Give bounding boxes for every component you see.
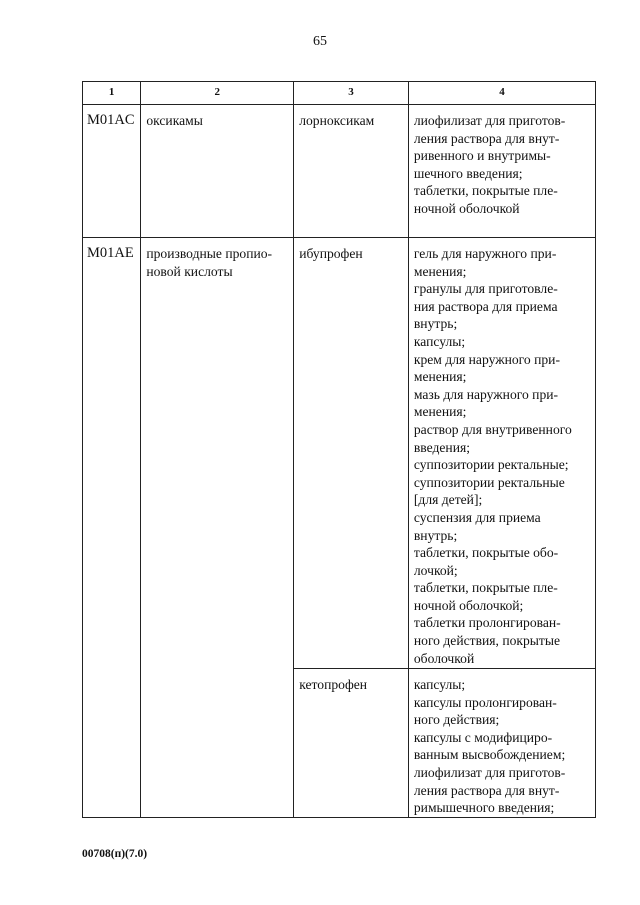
text-line: мазь для наружного при-: [413, 386, 559, 402]
text-line: новой кислоты: [146, 263, 233, 279]
text-line: менения;: [413, 369, 467, 385]
text-line: производные пропио-: [146, 246, 273, 261]
text-line: крем для наружного при-: [413, 351, 560, 367]
text-line: ванным высвобождением;: [413, 747, 566, 763]
column-header: 4: [408, 82, 595, 105]
text-line: менения;: [413, 404, 467, 420]
text-line: суппозитории ректальные: [413, 474, 565, 490]
atc-drug-table: [82, 81, 596, 818]
drug-name-cell: [294, 105, 409, 238]
table-row: [83, 105, 596, 238]
text-line: лиофилизат для приготов-: [413, 764, 566, 780]
text-line: таблетки, покрытые пле-: [413, 580, 558, 596]
text-line: ления раствора для внут-: [413, 782, 560, 798]
text-line: [для детей];: [413, 492, 483, 508]
text-line: ного действия;: [413, 712, 500, 728]
text-line: римышечного введения;: [413, 800, 555, 816]
text-line: капсулы;: [413, 333, 466, 349]
drug-name: кетопрофен: [299, 677, 368, 692]
text-line: оболочкой: [413, 650, 475, 666]
text-line: суспензия для приема: [413, 509, 541, 525]
column-header: 2: [141, 82, 294, 105]
text-line: введения;: [413, 439, 471, 455]
drug-name: ибупрофен: [299, 246, 363, 261]
page-number: 65: [313, 34, 327, 49]
text-line: шечного введения;: [413, 165, 523, 181]
text-line: капсулы пролонгирован-: [413, 694, 557, 710]
column-header: 1: [83, 82, 141, 105]
text-line: ривенного и внутримы-: [413, 148, 551, 164]
atc-code-cell: [83, 238, 141, 818]
drug-name-cell: [294, 669, 409, 818]
table-header-row: [83, 82, 596, 105]
drug-name: лорноксикам: [299, 113, 375, 128]
dosage-forms: [409, 669, 595, 817]
text-line: оксикамы: [146, 113, 203, 128]
atc-code-cell: [83, 105, 141, 238]
dosage-forms: [409, 105, 595, 218]
text-line: таблетки, покрытые пле-: [413, 183, 558, 199]
text-line: лочкой;: [413, 562, 458, 578]
text-line: таблетки пролонгирован-: [413, 615, 561, 631]
group-name-cell: [141, 105, 294, 238]
dosage-forms: [409, 238, 595, 667]
text-line: ночной оболочкой;: [413, 597, 524, 613]
text-line: ного действия, покрытые: [413, 633, 561, 649]
table-row: [83, 238, 596, 669]
dosage-forms-cell: [408, 238, 595, 669]
document-code-footer: 00708(п)(7.0): [82, 848, 148, 860]
group-name-cell: [141, 238, 294, 818]
drug-name-cell: [294, 238, 409, 669]
text-line: гель для наружного при-: [413, 246, 557, 261]
text-line: капсулы;: [413, 677, 466, 692]
dosage-forms-cell: [408, 669, 595, 818]
atc-code: M01AE: [87, 245, 134, 261]
dosage-forms-cell: [408, 105, 595, 238]
text-line: ления раствора для внут-: [413, 130, 560, 146]
group-name: [141, 238, 293, 280]
text-line: менения;: [413, 263, 467, 279]
column-header: 3: [294, 82, 409, 105]
text-line: ночной оболочкой: [413, 200, 520, 216]
atc-code: M01AC: [87, 112, 135, 128]
text-line: лиофилизат для приготов-: [413, 113, 566, 128]
text-line: таблетки, покрытые обо-: [413, 545, 559, 561]
text-line: раствор для внутривенного: [413, 421, 572, 437]
text-line: суппозитории ректальные;: [413, 457, 569, 473]
text-line: ния раствора для приема: [413, 298, 558, 314]
text-line: внутрь;: [413, 316, 458, 332]
text-line: капсулы с модифициро-: [413, 729, 553, 745]
group-name: [141, 105, 293, 130]
text-line: внутрь;: [413, 527, 458, 543]
text-line: гранулы для приготовле-: [413, 281, 558, 297]
